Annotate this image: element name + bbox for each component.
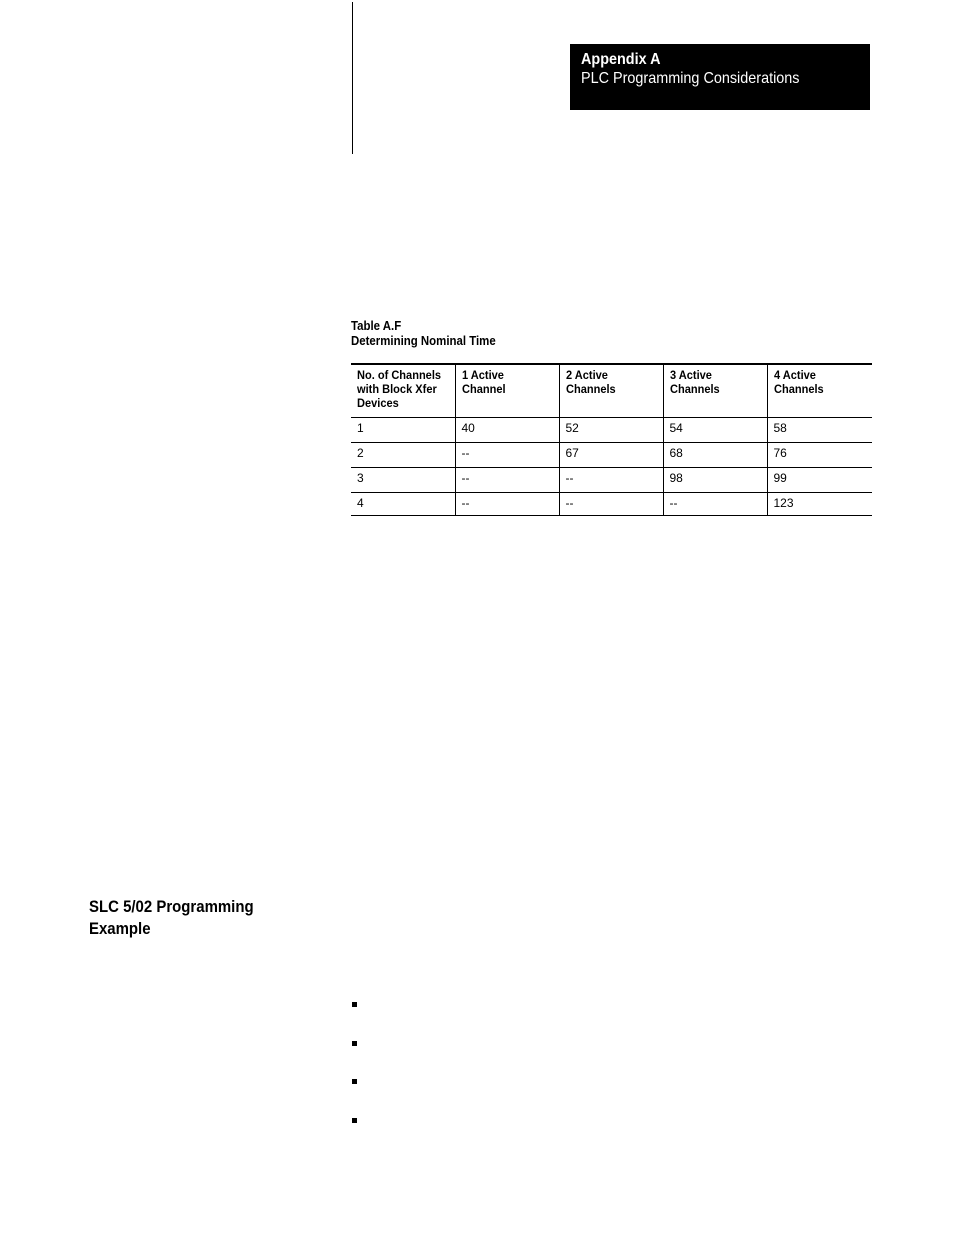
page-header [570, 44, 870, 110]
table-header-row [351, 364, 872, 418]
table-cell: -- [559, 468, 663, 493]
table-cell: 68 [663, 443, 767, 468]
column-header-channels: No. of Channels with Block Xfer Devices [357, 368, 442, 410]
table-cell: 67 [559, 443, 663, 468]
margin-rule [352, 2, 353, 154]
table-cell: 4 [357, 496, 364, 510]
table-cell: 2 [357, 446, 364, 460]
table-title: Determining Nominal Time [351, 333, 496, 348]
appendix-label: Appendix A [581, 51, 661, 68]
bullet-marker [352, 1041, 357, 1046]
table-row [351, 443, 872, 468]
table-cell: 99 [767, 468, 872, 493]
table-cell: 52 [559, 418, 663, 443]
table-row [351, 418, 872, 443]
table-cell: -- [559, 493, 663, 516]
table-cell: -- [455, 493, 559, 516]
table-cell: 123 [767, 493, 872, 516]
table-cell: 76 [767, 443, 872, 468]
bullet-marker [352, 1079, 357, 1084]
table-number: Table A.F [351, 318, 402, 333]
section-heading: SLC 5/02 Programming Example [89, 897, 254, 938]
column-header-4-active: 4 Active Channels [767, 364, 872, 418]
table-row [351, 493, 872, 516]
bullet-marker [352, 1002, 357, 1007]
table-cell: 40 [455, 418, 559, 443]
column-header-3-active: 3 Active Channels [663, 364, 767, 418]
appendix-title: PLC Programming Considerations [581, 70, 800, 87]
table-cell: 58 [767, 418, 872, 443]
table-caption [351, 318, 496, 348]
table-cell: 3 [357, 471, 364, 485]
table-cell: 98 [663, 468, 767, 493]
bullet-marker [352, 1118, 357, 1123]
column-header-1-active: 1 Active Channel [455, 364, 559, 418]
table-cell: 54 [663, 418, 767, 443]
table-cell: -- [455, 468, 559, 493]
table-cell: -- [663, 493, 767, 516]
table-cell: -- [455, 443, 559, 468]
nominal-time-table [351, 363, 872, 516]
table-row [351, 468, 872, 493]
column-header-2-active: 2 Active Channels [559, 364, 663, 418]
table-cell: 1 [357, 421, 364, 435]
